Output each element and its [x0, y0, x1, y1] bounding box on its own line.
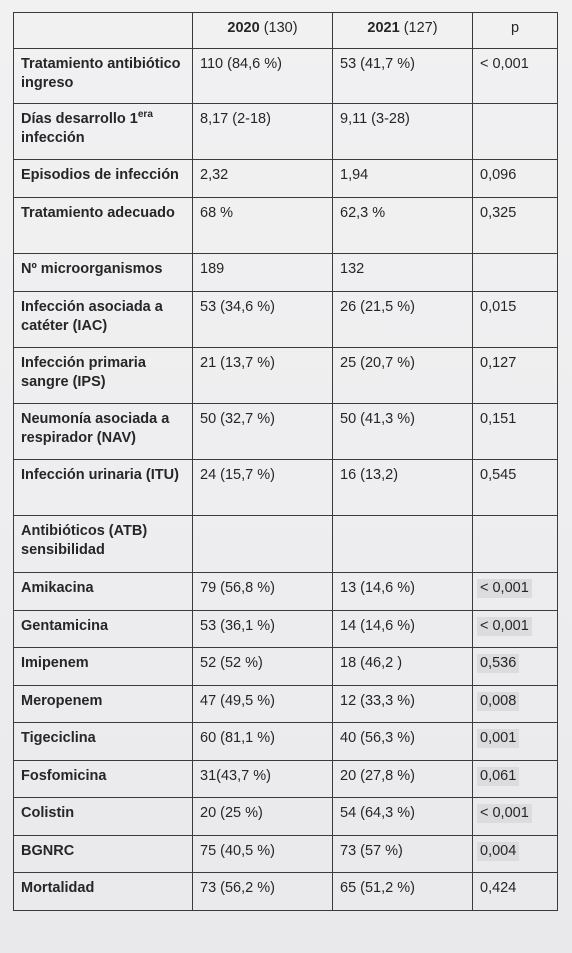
value-2021 [333, 516, 473, 573]
value-2020: 60 (81,1 %) [193, 723, 333, 761]
row-label: Tigeciclina [14, 723, 193, 761]
header-2021 [333, 13, 473, 49]
table-row [14, 160, 558, 198]
value-2021: 65 (51,2 %) [333, 873, 473, 911]
value-2021: 73 (57 %) [333, 836, 473, 873]
p-value [473, 723, 558, 761]
value-2020: 31(43,7 %) [193, 761, 333, 798]
p-value: 0,127 [473, 348, 558, 404]
value-2020: 73 (56,2 %) [193, 873, 333, 911]
row-label: Colistin [14, 798, 193, 836]
table-row [14, 49, 558, 104]
value-2020: 20 (25 %) [193, 798, 333, 836]
row-label: Antibióticos (ATB) sensibilidad [14, 516, 193, 573]
p-value-highlight: 0,061 [477, 767, 519, 786]
p-value [473, 573, 558, 611]
value-2020: 2,32 [193, 160, 333, 198]
p-value [473, 686, 558, 723]
value-2020: 110 (84,6 %) [193, 49, 333, 104]
p-value: 0,015 [473, 292, 558, 348]
p-value: 0,424 [473, 873, 558, 911]
row-label: Meropenem [14, 686, 193, 723]
p-value-highlight: 0,536 [477, 654, 519, 673]
header-count-2021: (127) [403, 20, 438, 36]
value-2020 [193, 516, 333, 573]
row-label [14, 104, 193, 160]
p-value: 0,096 [473, 160, 558, 198]
table-row [14, 573, 558, 611]
p-value [473, 648, 558, 686]
row-label: Neumonía asociada a respirador (NAV) [14, 404, 193, 460]
table-header-row [14, 13, 558, 49]
value-2020: 21 (13,7 %) [193, 348, 333, 404]
table-row [14, 798, 558, 836]
p-value [473, 836, 558, 873]
row-label: Tratamiento adecuado [14, 198, 193, 254]
value-2020: 47 (49,5 %) [193, 686, 333, 723]
value-2020: 50 (32,7 %) [193, 404, 333, 460]
table-row [14, 460, 558, 516]
row-label: Tratamiento antibiótico ingreso [14, 49, 193, 104]
value-2021: 16 (13,2) [333, 460, 473, 516]
p-value-highlight: < 0,001 [477, 804, 532, 823]
value-2020: 8,17 (2-18) [193, 104, 333, 160]
p-value: < 0,001 [473, 49, 558, 104]
p-value-highlight: < 0,001 [477, 617, 532, 636]
row-label: Infección urinaria (ITU) [14, 460, 193, 516]
table-row [14, 292, 558, 348]
row-label: Fosfomicina [14, 761, 193, 798]
value-2020: 79 (56,8 %) [193, 573, 333, 611]
value-2021: 1,94 [333, 160, 473, 198]
value-2021: 13 (14,6 %) [333, 573, 473, 611]
p-value-highlight: 0,008 [477, 692, 519, 711]
p-value [473, 798, 558, 836]
value-2021: 50 (41,3 %) [333, 404, 473, 460]
value-2021: 132 [333, 254, 473, 292]
header-empty-cell [14, 13, 193, 49]
header-year-2021: 2021 [367, 20, 400, 36]
row-label: Imipenem [14, 648, 193, 686]
p-value: 0,151 [473, 404, 558, 460]
table-row [14, 404, 558, 460]
value-2020: 52 (52 %) [193, 648, 333, 686]
value-2021: 12 (33,3 %) [333, 686, 473, 723]
label-part: infección [21, 130, 85, 146]
p-value: 0,545 [473, 460, 558, 516]
results-table [13, 12, 558, 911]
value-2021: 40 (56,3 %) [333, 723, 473, 761]
row-label: Infección asociada a catéter (IAC) [14, 292, 193, 348]
row-label: Mortalidad [14, 873, 193, 911]
row-label: Amikacina [14, 573, 193, 611]
table-row [14, 198, 558, 254]
row-label: Infección primaria sangre (IPS) [14, 348, 193, 404]
label-superscript: era [137, 109, 153, 121]
value-2021: 54 (64,3 %) [333, 798, 473, 836]
table-row [14, 723, 558, 761]
p-value-highlight: 0,001 [477, 729, 519, 748]
p-value-highlight: 0,004 [477, 842, 519, 861]
header-year-2020: 2020 [227, 20, 260, 36]
table-row [14, 686, 558, 723]
value-2020: 53 (34,6 %) [193, 292, 333, 348]
header-2020 [193, 13, 333, 49]
table-row [14, 648, 558, 686]
row-label: Episodios de infección [14, 160, 193, 198]
value-2021: 14 (14,6 %) [333, 611, 473, 648]
table-row [14, 516, 558, 573]
value-2021: 18 (46,2 ) [333, 648, 473, 686]
row-label: Gentamicina [14, 611, 193, 648]
value-2020: 24 (15,7 %) [193, 460, 333, 516]
value-2020: 189 [193, 254, 333, 292]
value-2020: 68 % [193, 198, 333, 254]
p-value [473, 761, 558, 798]
p-value [473, 516, 558, 573]
table-row [14, 836, 558, 873]
p-value [473, 254, 558, 292]
value-2020: 75 (40,5 %) [193, 836, 333, 873]
table-row [14, 611, 558, 648]
table-row [14, 348, 558, 404]
header-count-2020: (130) [263, 20, 298, 36]
table-row [14, 254, 558, 292]
table-row [14, 761, 558, 798]
table-row [14, 104, 558, 160]
value-2021: 26 (21,5 %) [333, 292, 473, 348]
value-2021: 9,11 (3-28) [333, 104, 473, 160]
row-label: BGNRC [14, 836, 193, 873]
label-part: Días desarrollo 1 [21, 111, 138, 127]
p-value-highlight: < 0,001 [477, 579, 532, 598]
header-p: p [473, 13, 558, 49]
row-label: Nº microorganismos [14, 254, 193, 292]
value-2021: 25 (20,7 %) [333, 348, 473, 404]
value-2020: 53 (36,1 %) [193, 611, 333, 648]
value-2021: 53 (41,7 %) [333, 49, 473, 104]
value-2021: 20 (27,8 %) [333, 761, 473, 798]
p-value [473, 611, 558, 648]
p-value [473, 104, 558, 160]
table-row [14, 873, 558, 911]
value-2021: 62,3 % [333, 198, 473, 254]
p-value: 0,325 [473, 198, 558, 254]
